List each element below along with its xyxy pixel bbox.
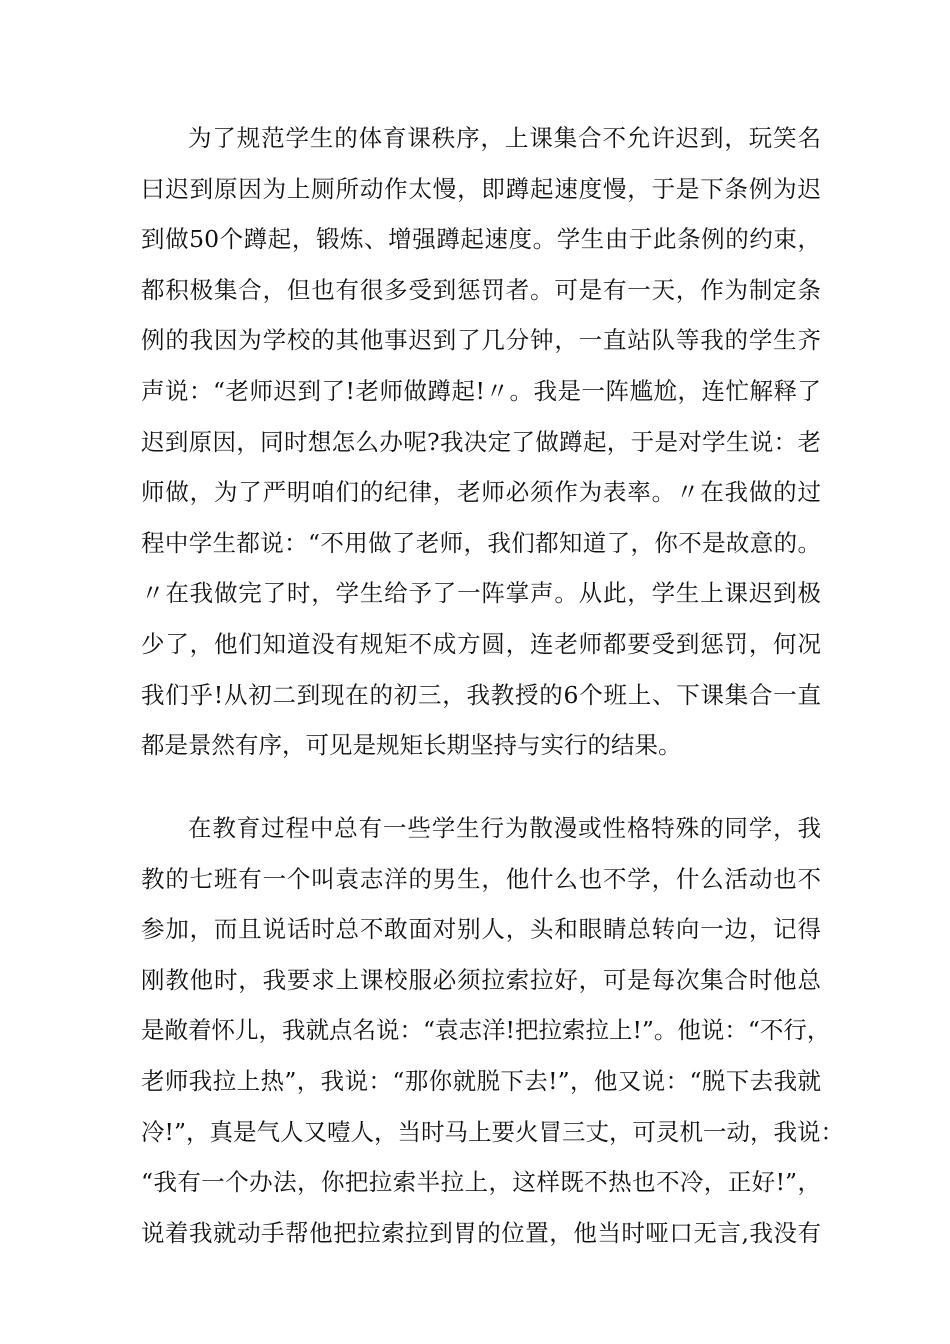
- paragraph-line: 都积极集合，但也有很多受到惩罚者。可是有一天，作为制定条: [141, 275, 821, 304]
- paragraph-line: 老师我拉上热”，我说：“那你就脱下去!”，他又说：“脱下去我就: [141, 1066, 821, 1095]
- paragraph-line: 到做50个蹲起，锻炼、增强蹲起速度。学生由于此条例的约束，: [141, 225, 821, 254]
- paragraph-line: “我有一个办法，你把拉索半拉上，这样既不热也不冷，正好!”，: [141, 1168, 821, 1197]
- paragraph-line: 声说：“老师迟到了!老师做蹲起!〃。我是一阵尴尬，连忙解释了: [141, 376, 821, 405]
- paragraph-line: 参加，而且说话时总不敢面对别人，头和眼睛总转向一边，记得: [141, 915, 821, 944]
- paragraph-line: 师做，为了严明咱们的纪律，老师必须作为表率。〃在我做的过: [141, 478, 821, 507]
- paragraph-line: 是敞着怀儿，我就点名说：“袁志洋!把拉索拉上!”。他说：“不行，: [141, 1016, 831, 1045]
- paragraph-line: 说着我就动手帮他把拉索拉到胃的位置，他当时哑口无言,我没有: [141, 1218, 821, 1247]
- paragraph-line: 曰迟到原因为上厕所动作太慢，即蹲起速度慢，于是下条例为迟: [141, 174, 821, 203]
- paragraph-line: 都是景然有序，可见是规矩长期坚持与实行的结果。: [141, 731, 682, 760]
- paragraph-line: 为了规范学生的体育课秩序，上课集合不允许迟到，玩笑名: [188, 124, 821, 152]
- paragraph-line: 冷!”，真是气人又噎人，当时马上要火冒三丈，可灵机一动，我说：: [141, 1117, 844, 1146]
- paragraph-line: 少了，他们知道没有规矩不成方圆，连老师都要受到惩罚，何况: [141, 629, 821, 658]
- paragraph-line: 程中学生都说：“不用做了老师，我们都知道了，你不是故意的。: [141, 528, 821, 557]
- paragraph-line: 迟到原因，同时想怎么办呢?我决定了做蹲起，于是对学生说：老: [141, 427, 821, 456]
- paragraph-line: 例的我因为学校的其他事迟到了几分钟，一直站队等我的学生齐: [141, 326, 821, 355]
- paragraph-line: 我们乎!从初二到现在的初三，我教授的6个班上、下课集合一直: [141, 680, 821, 709]
- paragraph-line: 在教育过程中总有一些学生行为散漫或性格特殊的同学，我: [188, 814, 821, 842]
- paragraph-line: 刚教他时，我要求上课校服必须拉索拉好，可是每次集合时他总: [141, 965, 821, 994]
- paragraph-1: [141, 113, 821, 771]
- paragraph-line: 〃在我做完了时，学生给予了一阵掌声。从此，学生上课迟到极: [141, 579, 821, 608]
- paragraph-2: [141, 803, 844, 1258]
- paragraph-line: 教的七班有一个叫袁志洋的男生，他什么也不学，什么活动也不: [141, 864, 821, 893]
